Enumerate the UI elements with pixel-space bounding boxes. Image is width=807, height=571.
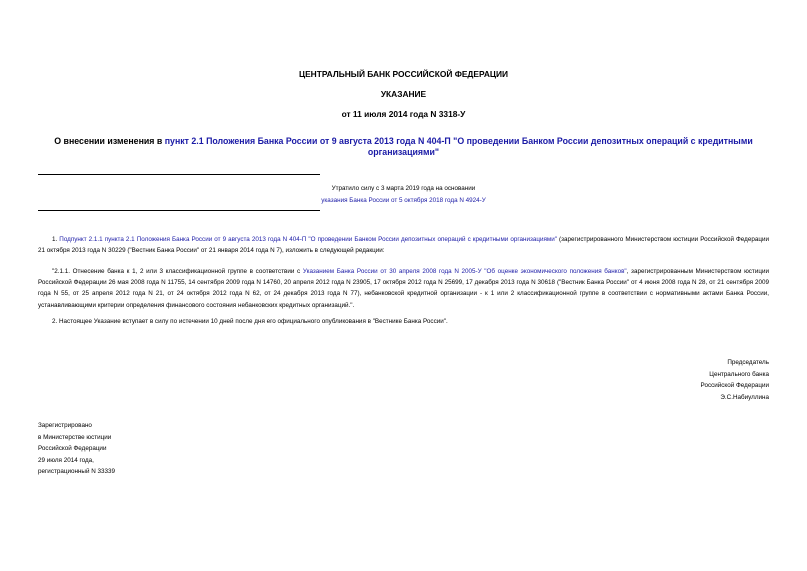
signature-name: Э.С.Набиуллина — [720, 393, 769, 401]
registration-line-2: в Министерстве юстиции — [38, 433, 112, 441]
p2-prefix: "2.1.1. Отнесение банка к 1, 2 или 3 классификационной группе в соответствии с — [52, 268, 303, 275]
registration-block — [38, 420, 115, 478]
paragraph-2 — [38, 266, 769, 311]
doc-title — [40, 136, 767, 158]
registration-number: регистрационный N 33339 — [38, 468, 116, 475]
org-heading: ЦЕНТРАЛЬНЫЙ БАНК РОССИЙСКОЙ ФЕДЕРАЦИИ — [298, 69, 509, 79]
divider-top — [38, 174, 320, 175]
signature-line-1: Председатель — [727, 359, 769, 366]
signature-line-3: Российской Федерации — [700, 382, 769, 389]
doc-date-number: от 11 июля 2014 года N 3318-У — [341, 109, 466, 119]
registration-date: 29 июля 2014 года, — [38, 456, 94, 464]
divider-bottom — [38, 210, 320, 211]
status-link[interactable]: указания Банка России от 5 октября 2018 года N 4924-У — [321, 197, 486, 204]
p1-prefix: 1. — [52, 236, 60, 243]
registration-line-1: Зарегистрировано — [38, 422, 92, 429]
doc-type-heading: УКАЗАНИЕ — [380, 89, 427, 99]
p1-suffix: (зарегистрированного Министерством юстиции Российской Федерации 21 октября 2013 года N 30229 ("Вестник Банка России" от 21 января 2014 года N 7), изложить в следующей редакции: — [38, 236, 769, 255]
status-line: Утратило силу с 3 марта 2019 года на основании — [331, 185, 476, 192]
paragraph-3: 2. Настоящее Указание вступает в силу по истечении 10 дней после дня его официального опубликования в "Вестнике Банка России". — [52, 318, 448, 325]
paragraph-1 — [38, 234, 769, 256]
title-link[interactable]: пункт 2.1 Положения Банка России от 9 августа 2013 года N 404-П "О проведении Банком России депозитных операций с кредитными организациями" — [164, 136, 753, 157]
p1-link[interactable]: Подпункт 2.1.1 пункта 2.1 Положения Банка России от 9 августа 2013 года N 404-П "О проведении Банком России депозитных операций с кредитными организациями" — [59, 236, 558, 243]
p2-suffix: , зарегистрированным Министерством юстиции Российской Федерации 26 мая 2008 года N 11755, 14 сентября 2009 года N 14760, 20 апреля 2012 года N 23905, 17 октября 2012 года N 25699, 17 декабря 2013 года N 30618 ("Вестник Банка России" от 4 июня 2008 года N 28, от 21 сентября 2009 года N 55, от 25 апреля 2012 года N 21, от 24 октября 2012 года N 62, от 24 декабря 2013 года N 77), небанковской кредитной организации - к 1 или 2 классификационной группе в соответствии с нормативными актами Банка России, устанавливающими критерии определения финансового состояния небанковских кредитных организаций.". — [38, 268, 769, 309]
p2-link[interactable]: Указанием Банка России от 30 апреля 2008 года N 2005-У "Об оценке экономического положения банков" — [302, 268, 627, 275]
signature-line-2: Центрального банка — [709, 370, 769, 378]
signature-block — [701, 357, 769, 403]
registration-line-3: Российской Федерации — [38, 445, 107, 452]
title-prefix: О внесении изменения в — [54, 136, 165, 146]
